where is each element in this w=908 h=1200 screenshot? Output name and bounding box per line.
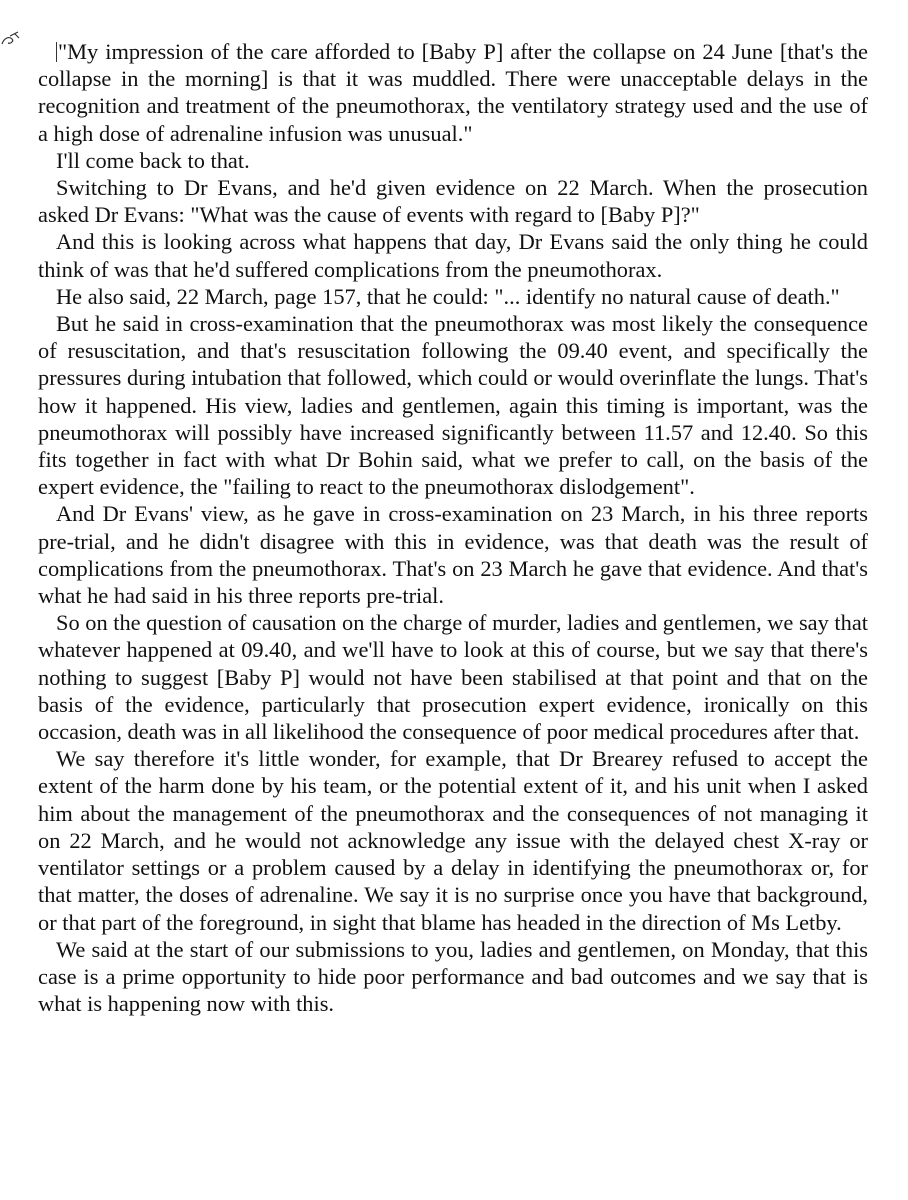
transcript-paragraph: We said at the start of our submissions to you, ladies and gentlemen, on Monday, that this case is a prime opportunity to hide poor performance and bad outcomes and we say that is what is happening now with this. <box>38 936 868 1017</box>
transcript-paragraph: He also said, 22 March, page 157, that he could: "... identify no natural cause of death." <box>56 283 840 309</box>
transcript-paragraph: We say therefore it's little wonder, for example, that Dr Brearey refused to accept the extent of the harm done by his team, or the potential extent of it, and his unit when I asked him about the management of the pneumothorax and the consequences of not managing it on 22 March, and he would not acknowledge any issue with the delayed chest X-ray or ventilator settings or a problem caused by a delay in identifying the pneumothorax or, for that matter, the doses of adrenaline. We say it is no surprise once you have that background, or that part of the foreground, in sight that blame has headed in the direction of Ms Letby. <box>38 746 868 935</box>
transcript-paragraph: So on the question of causation on the charge of murder, ladies and gentlemen, we say that whatever happened at 09.40, and we'll have to look at this of course, but we say that there's nothing to suggest [Baby P] would not have been stabilised at that point and that on the basis of the evidence, particularly that prosecution expert evidence, ironically on this occasion, death was in all likelihood the consequence of poor medical procedures after that. <box>38 610 868 745</box>
transcript-body <box>38 38 868 1017</box>
transcript-paragraph: But he said in cross-examination that the pneumothorax was most likely the consequence of resuscitation, and that's resuscitation following the 09.40 event, and specifically the pressures during intubation that followed, which could or would overinflate the lungs. That's how it happened. His view, ladies and gentlemen, again this timing is important, was the pneumothorax will possibly have increased significantly between 11.57 and 12.40. So this fits together in fact with what Dr Bohin said, what we prefer to call, on the basis of the expert evidence, the "failing to react to the pneumothorax dislodgement". <box>38 311 868 500</box>
transcript-paragraph: Switching to Dr Evans, and he'd given evidence on 22 March. When the prosecution asked Dr Evans: "What was the cause of events with regard to [Baby P]?" <box>38 175 868 228</box>
annotation-pen-icon <box>0 30 22 52</box>
transcript-paragraph: "My impression of the care afforded to [Baby P] after the collapse on 24 June [that's the collapse in the morning] is that it was muddled. There were unacceptable delays in the recognition and treatment of the pneumothorax, the ventilatory strategy used and the use of a high dose of adrenaline infusion was unusual." <box>38 39 868 146</box>
transcript-paragraph: And this is looking across what happens that day, Dr Evans said the only thing he could think of was that he'd suffered complications from the pneumothorax. <box>38 229 868 282</box>
transcript-paragraph: I'll come back to that. <box>56 147 250 173</box>
text-cursor <box>56 42 57 62</box>
transcript-paragraph: And Dr Evans' view, as he gave in cross-examination on 23 March, in his three reports pre-trial, and he didn't disagree with this in evidence, was that death was the result of complications from the pneumothorax. That's on 23 March he gave that evidence. And that's what he had said in his three reports pre-trial. <box>38 501 868 609</box>
